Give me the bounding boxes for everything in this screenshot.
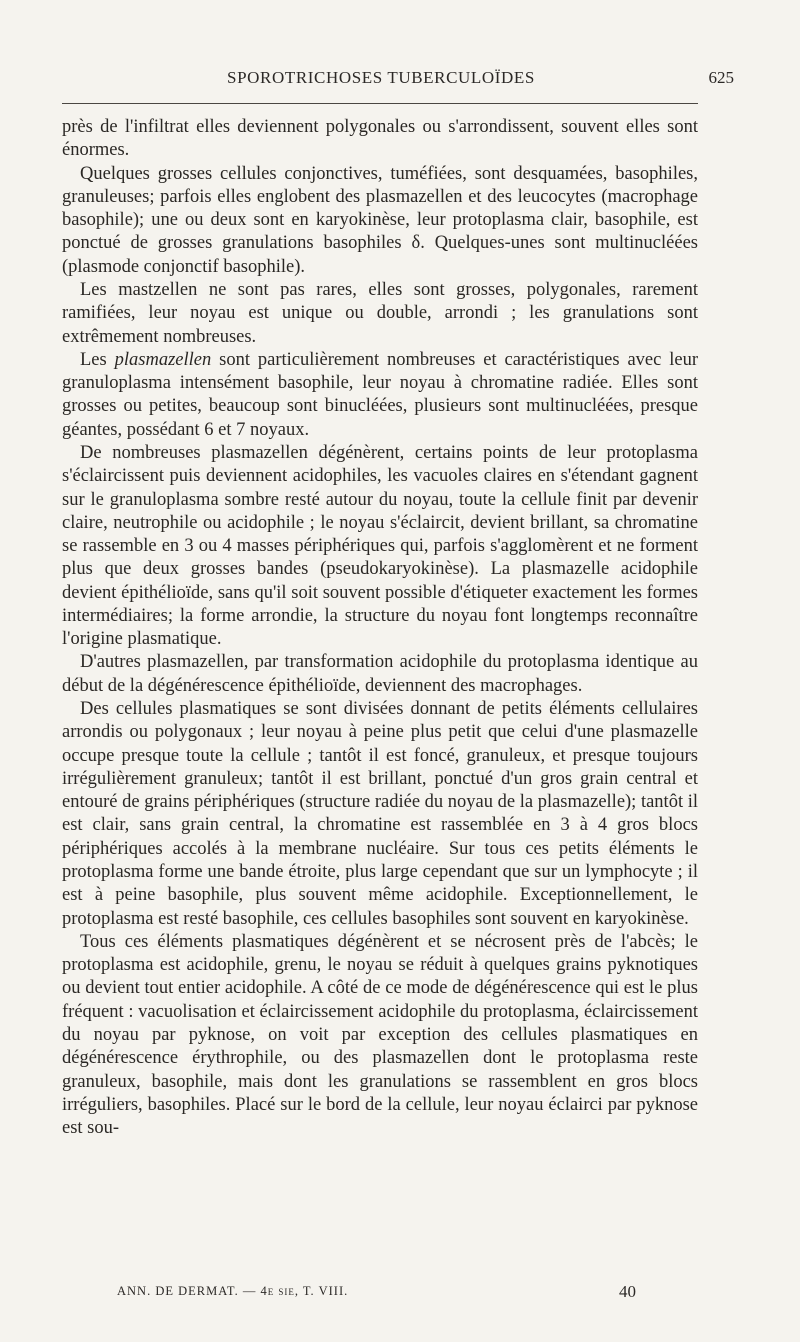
header-rule (62, 103, 698, 104)
paragraph-8: Tous ces éléments plasmatiques dégénèrent et se nécrosent près de l'abcès; le protoplasma est acidophile, grenu, le noyau se réduit à quelques grains pyknotiques ou devient tout entier acidophile. A côté de ce mode de dégénérescence qui est le plus fréquent : vacuolisation et éclaircissement acidophile du protoplasma, éclaircissement du noyau par pyknose, on voit par exception des cellules plasmatiques en dégénérescence érythrophile, ou des plasmazellen dont le protoplasma reste granuleux, basophile, mais dont les granulations se rassemblent en gros blocs irréguliers, basophiles. Placé sur le bord de la cellule, leur noyau éclairci par pyknose est sou- (62, 931, 698, 1139)
paragraph-1: près de l'infiltrat elles deviennent polygonales ou s'arrondissent, souvent elles sont énormes. (62, 117, 698, 161)
paragraph-4-lead: Les (80, 349, 115, 370)
signature-number: 40 (619, 1282, 636, 1301)
paragraph-4-text: sont particulièrement nombreuses et caractéristiques avec leur granuloplasma intensément basophile, leur noyau à chromatine radiée. Elles sont grosses ou petites, beaucoup sont binucléées, plusieurs sont multinucléées, presque géantes, possédant 6 et 7 noyaux. (62, 349, 698, 440)
journal-reference: ANN. DE DERMAT. — 4e sie, T. VIII. (117, 1284, 349, 1298)
paragraph-7: Des cellules plasmatiques se sont divisées donnant de petits éléments cellulaires arrondis ou polygonaux ; leur noyau à peine plus petit que celui d'une plasmazelle occupe presque toute la cellule ; tantôt il est foncé, granuleux, et presque toujours irrégulièrement granuleux; tantôt il est brillant, ponctué d'un gros grain central et entouré de grains périphériques (structure radiée du noyau de la plasmazelle); tantôt il est clair, sans grain central, la chromatine est rassemblée en 3 à 4 gros blocs périphériques accolés à la membrane nucléaire. Sur tous ces petits éléments le protoplasma forme une bande étroite, plus large cependant que sur un lymphocyte ; il est à peine basophile, plus souvent même acidophile. Exceptionnellement, le protoplasma est resté basophile, ces cellules basophiles sont souvent en karyokinèse. (62, 699, 698, 929)
paragraph-3: Les mastzellen ne sont pas rares, elles sont grosses, polygonales, rarement ramifiées, leur noyau est unique ou double, arrondi ; les granulations sont extrêmement nombreuses. (62, 279, 698, 347)
paragraph-4 (62, 349, 698, 442)
paragraph-5: De nombreuses plasmazellen dégénèrent, certains points de leur protoplasma s'éclaircissent puis deviennent acidophiles, les vacuoles claires en s'étendant gagnent sur le granuloplasma sombre resté autour du noyau, toute la cellule finit par devenir claire, neutrophile ou acidophile ; le noyau s'éclaircit, devient brillant, sa chromatine se rassemble en 3 ou 4 masses périphériques qui, parfois s'agglomèrent et ne forment plus que deux grosses bandes (pseudokaryokinèse). La plasmazelle acidophile devient épithélioïde, sans qu'il soit souvent possible d'étiqueter exactement les formes intermédiaires; la forme arrondie, la structure du noyau font longtemps reconnaître l'origine plasmatique. (62, 442, 698, 650)
page-header (62, 68, 734, 92)
running-title: SPOROTRICHOSES TUBERCULOÏDES (227, 68, 535, 87)
paragraph-4-italic-term: plasmazellen (114, 349, 212, 370)
page-number: 625 (708, 68, 734, 87)
body-text (62, 116, 698, 1140)
paragraph-2: Quelques grosses cellules conjonctives, tuméfiées, sont desquamées, basophiles, granuleuses; parfois elles englobent des plasmazellen et des leucocytes (macrophage basophile); une ou deux sont en karyokinèse, leur protoplasma clair, basophile, est ponctué de grosses granulations basophiles δ. Quelques-unes sont multinucléées (plasmode conjonctif basophile). (62, 163, 698, 277)
paragraph-6: D'autres plasmazellen, par transformation acidophile du protoplasma identique au début de la dégénérescence épithélioïde, deviennent des macrophages. (62, 652, 698, 696)
page-footer (62, 1282, 698, 1306)
